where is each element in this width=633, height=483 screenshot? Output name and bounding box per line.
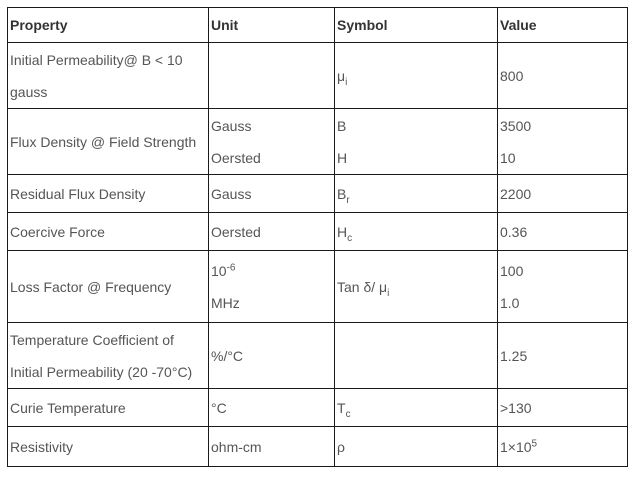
symbol-line: B <box>337 117 347 134</box>
property-line: Curie Temperature <box>10 399 126 416</box>
value-base: 1×10 <box>500 438 532 455</box>
unit-line: Oersted <box>211 223 261 240</box>
unit-line: °C <box>211 399 227 416</box>
symbol-sub: r <box>346 194 350 206</box>
cell-unit <box>209 109 335 175</box>
property-line: Residual Flux Density <box>10 185 146 202</box>
property-line: Initial Permeability@ B < 10 <box>10 51 183 68</box>
cell-property <box>8 251 209 323</box>
table-row <box>8 251 628 323</box>
property-line: Flux Density @ Field Strength <box>10 133 197 150</box>
cell-symbol <box>335 389 498 427</box>
cell-symbol <box>335 43 498 109</box>
cell-value <box>498 323 628 389</box>
unit-line: ohm-cm <box>211 438 262 455</box>
property-line: Initial Permeability (20 -70°C) <box>10 363 193 380</box>
cell-symbol <box>335 323 498 389</box>
cell-symbol <box>335 175 498 213</box>
property-line: Temperature Coefficient of <box>10 331 174 348</box>
cell-unit <box>209 213 335 251</box>
value-line: 100 <box>500 262 524 279</box>
table-row <box>8 323 628 389</box>
cell-property <box>8 109 209 175</box>
properties-table <box>7 7 628 467</box>
table-row <box>8 109 628 175</box>
cell-value <box>498 213 628 251</box>
cell-property <box>8 389 209 427</box>
cell-value <box>498 389 628 427</box>
header-unit: Unit <box>209 8 335 43</box>
symbol-base: Tan δ/ μ <box>337 278 388 295</box>
header-value: Value <box>498 8 628 43</box>
symbol-line: H <box>337 149 348 166</box>
property-line: Resistivity <box>10 438 74 455</box>
value-text: 0.36 <box>500 223 528 240</box>
cell-symbol <box>335 427 498 467</box>
cell-value <box>498 109 628 175</box>
property-line: gauss <box>10 83 48 100</box>
cell-unit <box>209 43 335 109</box>
unit-line <box>211 255 334 287</box>
symbol-sub: c <box>345 408 351 420</box>
property-line: Loss Factor @ Frequency <box>10 278 172 295</box>
cell-value <box>498 251 628 323</box>
table-row <box>8 213 628 251</box>
unit-base: 10 <box>211 262 227 279</box>
cell-unit <box>209 389 335 427</box>
cell-property <box>8 213 209 251</box>
table-header-row <box>8 8 628 43</box>
value-text: >130 <box>500 399 532 416</box>
cell-property <box>8 427 209 467</box>
value-text: 800 <box>500 67 524 84</box>
cell-symbol <box>335 251 498 323</box>
unit-line: Gauss <box>211 185 252 202</box>
property-line: Coercive Force <box>10 223 105 240</box>
table-row <box>8 43 628 109</box>
value-sup: 5 <box>531 437 538 449</box>
cell-value <box>498 427 628 467</box>
symbol-base: T <box>337 399 346 416</box>
header-property: Property <box>8 8 209 43</box>
symbol-base: H <box>337 223 348 240</box>
value-text: 1.25 <box>500 347 528 364</box>
cell-property <box>8 175 209 213</box>
symbol-sub: c <box>347 232 353 244</box>
cell-symbol <box>335 109 498 175</box>
symbol-base: ρ <box>337 438 345 455</box>
value-line: 3500 <box>500 117 532 134</box>
table-row <box>8 427 628 467</box>
unit-sup: -6 <box>226 261 236 273</box>
table-row <box>8 175 628 213</box>
symbol-base: B <box>337 185 347 202</box>
value-text: 2200 <box>500 185 532 202</box>
unit-line: Oersted <box>211 149 261 166</box>
header-symbol: Symbol <box>335 8 498 43</box>
table-row <box>8 389 628 427</box>
value-line: 1.0 <box>500 294 520 311</box>
cell-unit <box>209 427 335 467</box>
symbol-sub: i <box>387 287 390 299</box>
value-line: 10 <box>500 149 516 166</box>
unit-line: MHz <box>211 294 240 311</box>
symbol-base: μ <box>337 67 346 84</box>
unit-line: Gauss <box>211 117 252 134</box>
cell-property <box>8 43 209 109</box>
cell-unit <box>209 323 335 389</box>
cell-symbol <box>335 213 498 251</box>
cell-value <box>498 175 628 213</box>
cell-property <box>8 323 209 389</box>
cell-unit <box>209 175 335 213</box>
symbol-sub: i <box>345 76 348 88</box>
cell-unit <box>209 251 335 323</box>
cell-value <box>498 43 628 109</box>
unit-line: %/°C <box>211 347 244 364</box>
